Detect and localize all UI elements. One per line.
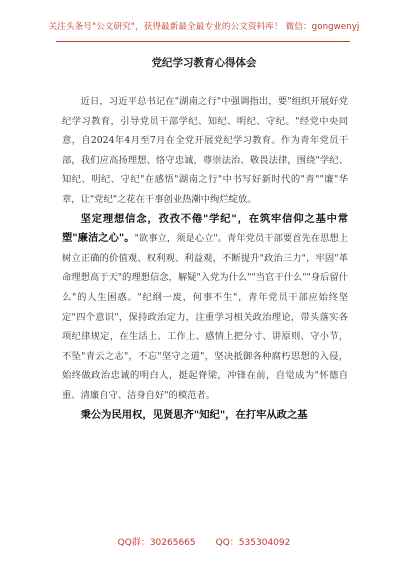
footer-contact	[0, 535, 408, 548]
section-heading-2: 秉公为民用权，见贤思齐"知纪"，在打牢从政之基	[80, 408, 308, 421]
footer-qq-group: QQ群：30265665	[117, 538, 196, 548]
document-title: 党纪学习教育心得体会	[151, 57, 257, 69]
footer-qq: QQ：535304092	[215, 538, 291, 548]
document-body	[62, 92, 348, 425]
header-notice: 关注头条号"公文研究"，获得最新最全最专业的公文资料库！ 微信：gongwenyj	[48, 22, 360, 32]
section-paragraph-2	[62, 406, 348, 426]
section-heading-1: 坚定理想信念，孜孜不倦"学纪"，在筑牢信仰之基中常塑"廉洁之心"。	[62, 212, 348, 245]
section-text-1: "欲事立，须是心立"。青年党员干部要首先在思想上树立正确的价值观、权利观、利益观，不断提升"政治三力"，牢固"革命理想高于天"的理想信念，解疑"入党为什么""当官干什么""身后留什么"的人生困惑。"纪纲一废，何事不生"，青年党员干部应始终坚定"四个意识"，保持政治定力，注重学习相关政治理论，带头落实各项纪律规定，在生活上、工作上、感情上把分寸、讲原则、守小节，不坠"青云之志"，不忘"坚守之道"，坚决抵御各种腐朽思想的入侵，始终做政治忠诚的明白人，挺起脊梁，冲锋在前，自觉成为"怀德自重、清廉自守、洁身自好"的模范者。	[62, 233, 348, 401]
paragraph-intro: 近日，习近平总书记在"湖南之行"中强调指出，要"组织开展好党纪学习教育，引导党员干部学纪、知纪、明纪、守纪。"经党中央同意，自2024年4月至7月在全党开展党纪学习教育。作为青年党员干部，我们应高扬理想、恪守忠诚，尊崇法治、敬畏法律，围绕"学纪、知纪、明纪、守纪"在感悟"湖南之行"中书写好新时代的"青""廉"华章，让"党纪"之花在干事创业热潮中绚烂绽放。	[62, 96, 348, 205]
header-divider	[56, 41, 350, 42]
section-paragraph-1	[62, 210, 348, 406]
